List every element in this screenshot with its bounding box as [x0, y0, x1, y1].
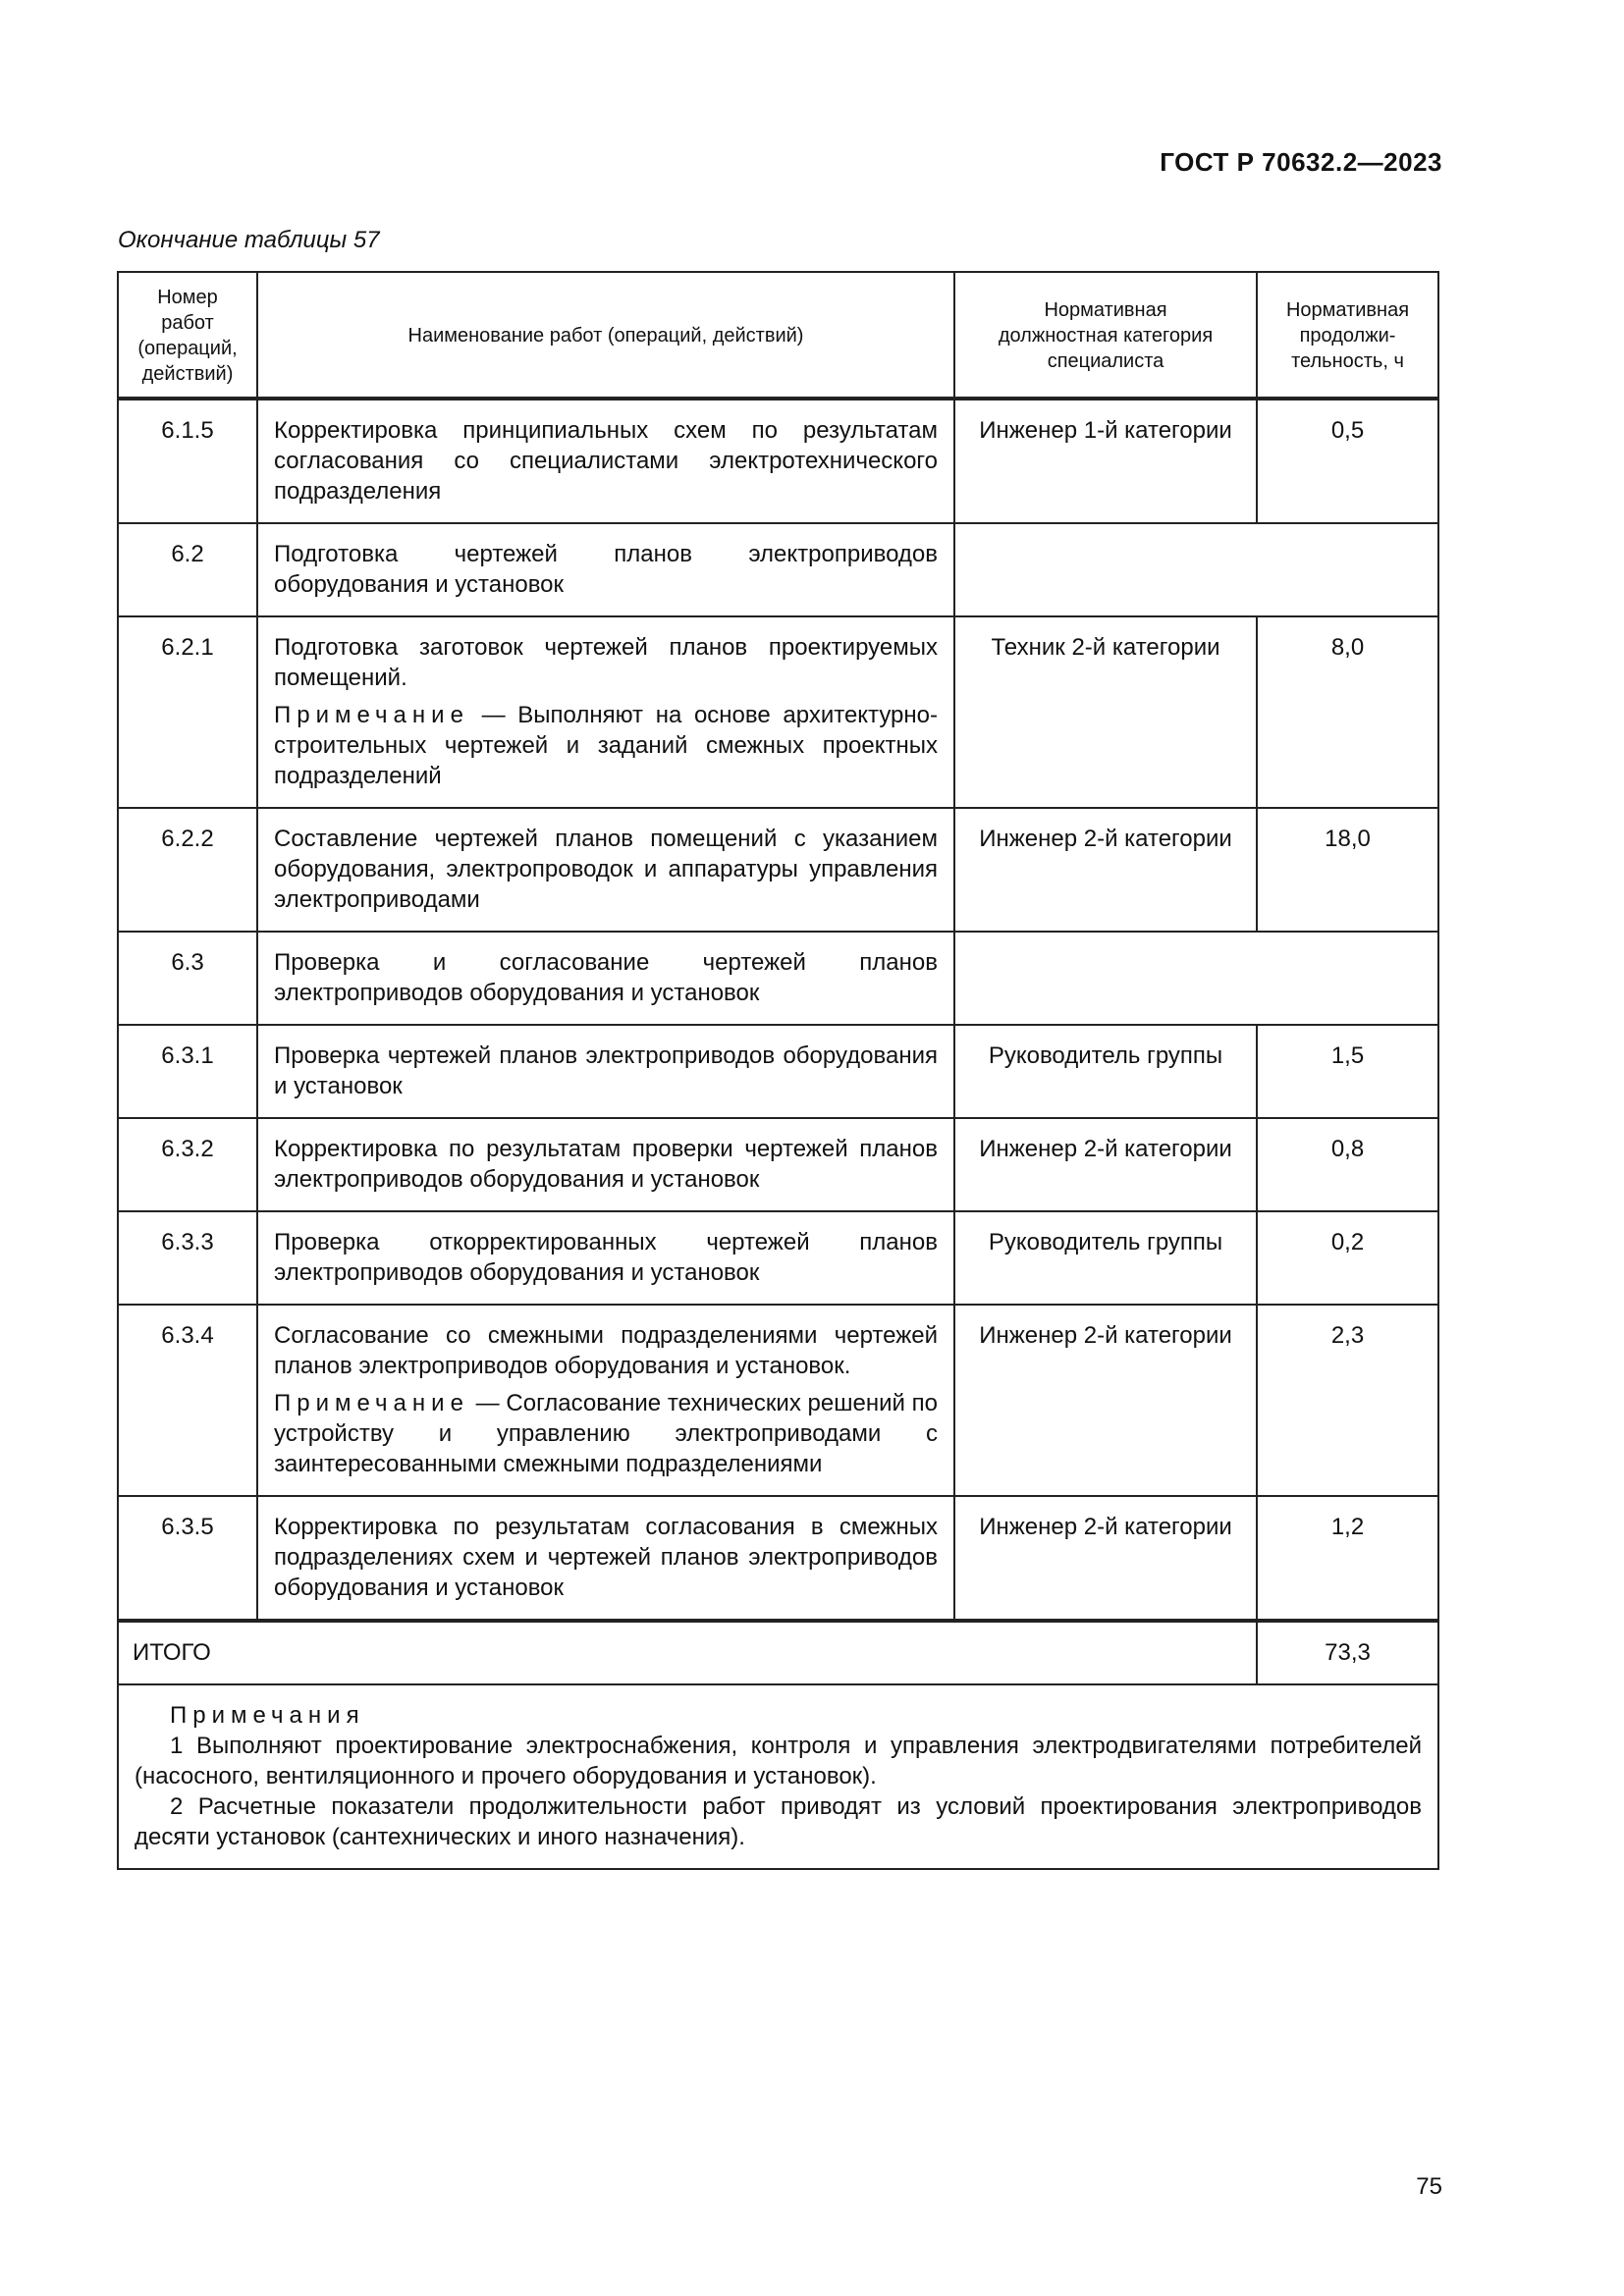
table-header-row: [118, 272, 1438, 399]
table-row: 6.3.4 Согласование со смежными подразделениями чертежей планов электроприводов оборудования и установок. Примечание — Согласование технических решений по устройству и управлению электроприводами с заинтересованными смежными подразделениями Инженер 2-й категории 2,3: [118, 1305, 1438, 1496]
empty-cell: [954, 932, 1438, 1025]
header-name: Наименование работ (операций, действий): [257, 272, 954, 399]
table-row: 6.3 Проверка и согласование чертежей планов электроприводов оборудования и установок: [118, 932, 1438, 1025]
header-num: Номер работ (операций, действий): [118, 272, 257, 399]
header-duration: Нормативная продолжи- тельность, ч: [1257, 272, 1438, 399]
table-row: 6.3.2 Корректировка по результатам проверки чертежей планов электроприводов оборудования и установок Инженер 2-й категории 0,8: [118, 1118, 1438, 1211]
row-note: Примечание — Согласование технических решений по устройству и управлению электроприводами с заинтересованными смежными подразделениями: [274, 1390, 938, 1477]
table-row: 6.3.1 Проверка чертежей планов электроприводов оборудования и установок Руководитель группы 1,5: [118, 1025, 1438, 1118]
document-code: ГОСТ Р 70632.2—2023: [1160, 147, 1442, 177]
notes-row: [118, 1684, 1438, 1869]
table-row: 6.2.1 Подготовка заготовок чертежей планов проектируемых помещений. Примечание — Выполняют на основе архитектурно-строительных чертежей и заданий смежных проектных подразделений Техник 2-й категории 8,0: [118, 616, 1438, 808]
table-row: 6.3.5 Корректировка по результатам согласования в смежных подразделениях схем и чертежей планов электроприводов оборудования и установок Инженер 2-й категории 1,2: [118, 1496, 1438, 1621]
table-caption: Окончание таблицы 57: [118, 227, 380, 253]
table-notes: [118, 1684, 1438, 1869]
total-label: ИТОГО: [118, 1621, 1257, 1684]
notes-title: Примечания: [170, 1702, 365, 1729]
table-row: 6.3.3 Проверка откорректированных чертежей планов электроприводов оборудования и установок Руководитель группы 0,2: [118, 1211, 1438, 1305]
total-row: [118, 1621, 1438, 1684]
note-item: 2 Расчетные показатели продолжительности работ приводят из условий проектирования электроприводов десяти установок (сантехнических и иного назначения).: [135, 1793, 1422, 1850]
total-value: 73,3: [1257, 1621, 1438, 1684]
table-row: 6.2.2 Составление чертежей планов помещений с указанием оборудования, электропроводок и аппаратуры управления электроприводами Инженер 2-й категории 18,0: [118, 808, 1438, 932]
page-number: 75: [1416, 2173, 1442, 2200]
note-item: 1 Выполняют проектирование электроснабжения, контроля и управления электродвигателями потребителей (насосного, вентиляционного и прочего оборудования и установок).: [135, 1733, 1422, 1789]
header-category: Нормативная должностная категория специалиста: [954, 272, 1257, 399]
row-note: Примечание — Выполняют на основе архитектурно-строительных чертежей и заданий смежных проектных подразделений: [274, 702, 938, 789]
work-table: [117, 271, 1439, 1870]
table-row: 6.2 Подготовка чертежей планов электроприводов оборудования и установок: [118, 523, 1438, 616]
empty-cell: [954, 523, 1438, 616]
table-row: 6.1.5 Корректировка принципиальных схем по результатам согласования со специалистами электротехнического подразделения Инженер 1-й категории 0,5: [118, 399, 1438, 523]
